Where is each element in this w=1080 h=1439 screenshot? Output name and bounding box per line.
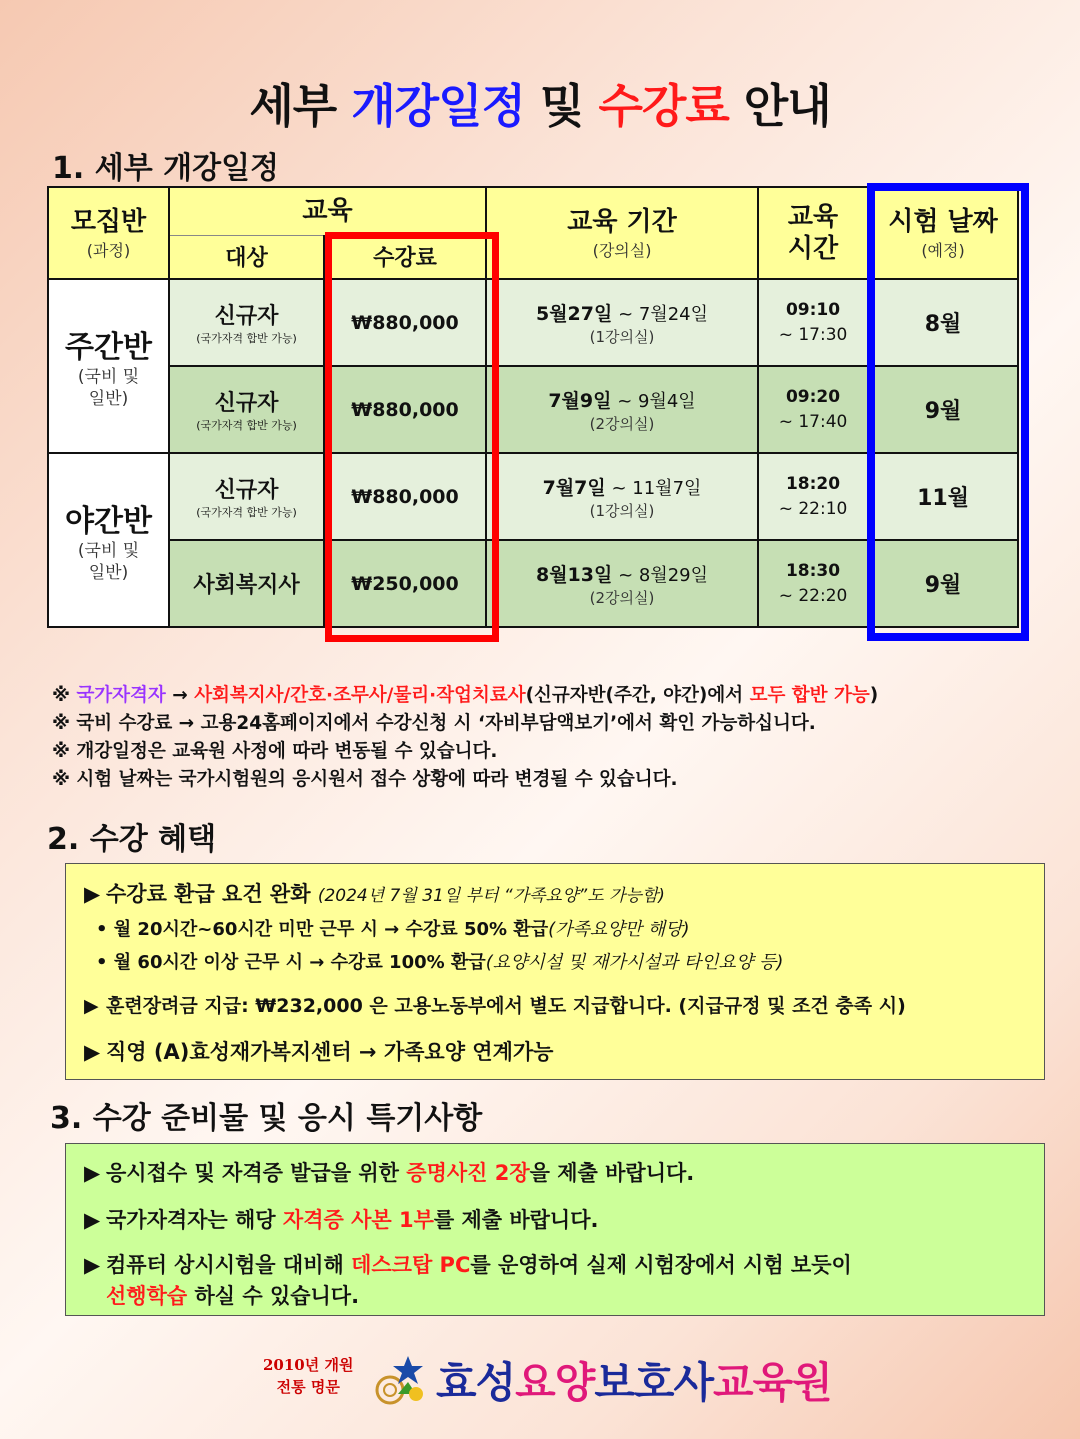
slogan: 2010년 개원 전통 명문 xyxy=(263,1356,354,1396)
fee-highlight-box xyxy=(325,232,499,642)
table-cell-period: 7월7일 ~ 11월7일 (1강의실) xyxy=(486,453,758,540)
exam-highlight-box xyxy=(867,183,1029,641)
group-night: 야간반 (국비 및 일반) xyxy=(48,453,169,627)
dot-bullet-icon: • xyxy=(96,952,114,973)
table-cell-period: 8월13일 ~ 8월29일 (2강의실) xyxy=(486,540,758,627)
header-recruit: 모집반 (과정) xyxy=(48,187,169,279)
table-cell-exam: 8월 xyxy=(868,279,1018,366)
triangle-bullet-icon: ▶ xyxy=(84,1161,101,1185)
prep-license: ▶ 국가자격자는 해당 자격증 사본 1부를 제출 바랍니다. xyxy=(84,1208,599,1232)
table-cell-hours: 18:30 ~ 22:20 xyxy=(758,540,868,627)
table-cell-target: 신규자 (국가자격 합반 가능) xyxy=(169,453,324,540)
group-day: 주간반 (국비 및 일반) xyxy=(48,279,169,453)
header-fee: 수강료 xyxy=(324,235,486,279)
note-4: ※ 시험 날짜는 국가시험원의 응시원서 접수 상황에 따라 변경될 수 있습니다. xyxy=(52,769,678,790)
triangle-bullet-icon: ▶ xyxy=(84,1040,101,1064)
table-cell-target: 신규자 (국가자격 합반 가능) xyxy=(169,366,324,453)
benefit-refund-50: • 월 20시간~60시간 미만 근무 시 → 수강료 50% 환급(가족요양만 해당) xyxy=(96,919,690,940)
section-2-heading: 2. 수강 혜택 xyxy=(47,822,217,857)
table-cell-exam: 11월 xyxy=(868,453,1018,540)
notes-block xyxy=(52,682,878,794)
benefits-box xyxy=(65,863,1045,1080)
table-cell-fee: ₩880,000 xyxy=(324,366,486,453)
page-title: 세부 개강일정 및 수강료 안내 xyxy=(249,79,831,133)
dot-bullet-icon: • xyxy=(96,919,114,940)
triangle-bullet-icon: ▶ xyxy=(84,995,99,1017)
table-cell-period: 5월27일 ~ 7월24일 (1강의실) xyxy=(486,279,758,366)
benefit-refund-100: • 월 60시간 이상 근무 시 → 수강료 100% 환급(요양시설 및 재가시설과 타인요양 등) xyxy=(96,952,784,973)
preparation-box xyxy=(65,1143,1045,1316)
triangle-bullet-icon: ▶ xyxy=(84,1253,101,1277)
table-cell-period: 7월9일 ~ 9월4일 (2강의실) xyxy=(486,366,758,453)
table-cell-exam: 9월 xyxy=(868,540,1018,627)
logo-icon xyxy=(372,1354,432,1406)
table-cell-fee: ₩250,000 xyxy=(324,540,486,627)
triangle-bullet-icon: ▶ xyxy=(84,1208,101,1232)
table-cell-target: 사회복지사 xyxy=(169,540,324,627)
table-cell-hours: 18:20 ~ 22:10 xyxy=(758,453,868,540)
table-cell-fee: ₩880,000 xyxy=(324,279,486,366)
table-cell-hours: 09:10 ~ 17:30 xyxy=(758,279,868,366)
prep-photo: ▶ 응시접수 및 자격증 발급을 위한 증명사진 2장을 제출 바랍니다. xyxy=(84,1161,695,1185)
section-3-heading: 3. 수강 준비물 및 응시 특기사항 xyxy=(50,1101,483,1136)
brand-name: 효성요양보호사교육원 xyxy=(436,1358,832,1407)
footer xyxy=(0,1350,1080,1410)
header-target: 대상 xyxy=(169,235,324,279)
note-3: ※ 개강일정은 교육원 사정에 따라 변동될 수 있습니다. xyxy=(52,741,498,762)
triangle-bullet-icon: ▶ xyxy=(84,882,101,906)
prep-computer: ▶ 컴퓨터 상시시험을 대비해 데스크탑 PC를 운영하여 실제 시험장에서 시험 보듯이 xyxy=(84,1253,852,1277)
section-1-heading: 1. 세부 개강일정 xyxy=(52,151,280,186)
table-cell-exam: 9월 xyxy=(868,366,1018,453)
table-cell-fee: ₩880,000 xyxy=(324,453,486,540)
benefit-refund: ▶ 수강료 환급 요건 완화 (2024년 7월 31일 부터 “가족요양”도 가능함) xyxy=(84,882,665,906)
table-cell-target: 신규자 (국가자격 합반 가능) xyxy=(169,279,324,366)
table-cell-hours: 09:20 ~ 17:40 xyxy=(758,366,868,453)
header-education: 교육 xyxy=(169,187,486,235)
header-period: 교육 기간 (강의실) xyxy=(486,187,758,279)
header-exam: 시험 날짜 (예정) xyxy=(868,187,1018,279)
prep-computer-cont: 선행학습 하실 수 있습니다. xyxy=(106,1284,360,1308)
benefit-center: ▶ 직영 (A)효성재가복지센터 → 가족요양 연계가능 xyxy=(84,1040,554,1064)
note-1: ※ 국가자격자 → 사회복지사/간호·조무사/물리·작업치료사(신규자반(주간, 야간)에서 모두 합반 가능) xyxy=(52,685,879,706)
header-hours: 교육 시간 xyxy=(758,187,868,279)
note-2: ※ 국비 수강료 → 고용24홈페이지에서 수강신청 시 ‘자비부담액보기’에서 확인 가능하십니다. xyxy=(52,713,816,734)
benefit-allowance: ▶ 훈련장려금 지급: ₩232,000 은 고용노동부에서 별도 지급합니다. (지급규정 및 조건 충족 시) xyxy=(84,995,906,1017)
